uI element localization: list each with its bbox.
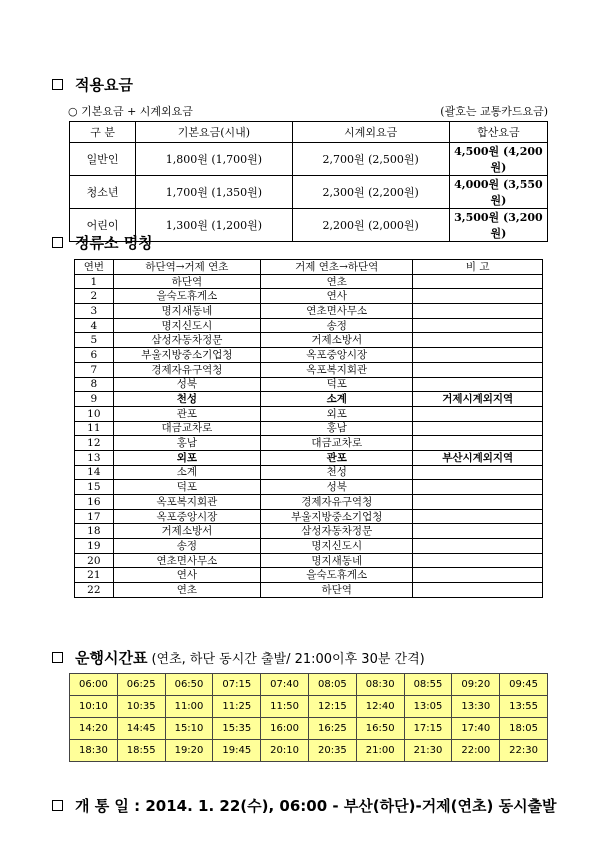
stops-cell: 부울지방중소기업청 [261,509,413,524]
stops-cell: 관포 [113,406,260,421]
stops-cell: 13 [75,450,114,465]
timetable-cell: 19:45 [213,740,261,762]
stops-cell [413,274,543,289]
timetable-cell: 06:00 [70,674,118,696]
stops-cell: 성북 [261,480,413,495]
timetable-cell: 07:40 [261,674,309,696]
stops-cell: 거제시계외지역 [413,392,543,407]
timetable-section-heading [52,647,425,668]
stops-cell: 삼성자동차정문 [113,333,260,348]
timetable-cell: 15:10 [165,718,213,740]
stops-cell: 11 [75,421,114,436]
stops-cell [413,495,543,510]
stops-row [75,362,543,377]
stops-cell: 연초 [261,274,413,289]
stops-cell [413,377,543,392]
stops-row [75,406,543,421]
stops-cell: 12 [75,436,114,451]
timetable-subtitle: (연초, 하단 동시간 출발/ 21:00이후 30분 간격) [151,652,425,667]
stops-cell: 거제소방서 [113,524,260,539]
fare-cell: 4,500원 (4,200원) [449,143,547,176]
stops-cell [413,480,543,495]
stops-cell: 홍남 [261,421,413,436]
timetable-cell: 06:25 [117,674,165,696]
timetable-cell: 11:00 [165,696,213,718]
opening-line [52,795,557,816]
stops-cell: 19 [75,539,114,554]
timetable-cell: 08:30 [356,674,404,696]
stops-cell: 외포 [113,450,260,465]
stops-cell [413,436,543,451]
stops-cell: 연사 [261,289,413,304]
fare-cell: 2,700원 (2,500원) [292,143,449,176]
stops-cell: 부울지방중소기업청 [113,348,260,363]
stops-cell: 옥포중앙시장 [113,509,260,524]
stops-cell [413,304,543,319]
checkbox-square-icon [52,79,63,90]
fare-row [70,176,548,209]
stops-cell: 소계 [113,465,260,480]
fare-header-cell: 합산요금 [449,122,547,143]
stops-cell [413,289,543,304]
timetable-cell: 13:05 [404,696,452,718]
stops-cell: 21 [75,568,114,583]
stops-section-heading [52,232,153,253]
fare-cell: 1,300원 (1,200원) [136,209,292,242]
stops-row [75,377,543,392]
fare-cell: 4,000원 (3,550원) [449,176,547,209]
stops-cell: 명지신도시 [113,318,260,333]
stops-cell: 옥포복지회관 [113,495,260,510]
stops-cell [413,568,543,583]
stops-cell: 덕포 [261,377,413,392]
stops-cell: 17 [75,509,114,524]
stops-cell: 관포 [261,450,413,465]
timetable-cell: 19:20 [165,740,213,762]
timetable-row [70,718,548,740]
stops-cell: 경제자유구역청 [261,495,413,510]
stops-row [75,568,543,583]
fare-cell: 1,700원 (1,350원) [136,176,292,209]
stops-cell: 7 [75,362,114,377]
stops-cell: 14 [75,465,114,480]
timetable-cell: 21:30 [404,740,452,762]
stops-row [75,524,543,539]
stops-table [74,259,543,598]
stops-cell [413,406,543,421]
stops-cell: 연사 [113,568,260,583]
stops-cell: 천성 [261,465,413,480]
stops-cell: 1 [75,274,114,289]
fare-cell: 2,200원 (2,000원) [292,209,449,242]
fare-cell: 1,800원 (1,700원) [136,143,292,176]
stops-cell: 명지새동네 [113,304,260,319]
stops-cell: 하단역 [261,583,413,598]
stops-row [75,553,543,568]
timetable-cell: 11:50 [261,696,309,718]
timetable-cell: 18:30 [70,740,118,762]
timetable-cell: 22:30 [500,740,548,762]
timetable-table [69,673,548,762]
timetable-cell: 17:15 [404,718,452,740]
stops-row [75,465,543,480]
timetable-cell: 13:55 [500,696,548,718]
fare-cell: 일반인 [70,143,136,176]
stops-cell: 15 [75,480,114,495]
timetable-cell: 10:35 [117,696,165,718]
stops-cell [413,553,543,568]
stops-row [75,318,543,333]
timetable-cell: 09:45 [500,674,548,696]
stops-cell [413,421,543,436]
stops-cell: 거제소방서 [261,333,413,348]
fare-cell: 어린이 [70,209,136,242]
timetable-cell: 12:15 [308,696,356,718]
timetable-cell: 15:35 [213,718,261,740]
stops-cell: 옥포중앙시장 [261,348,413,363]
stops-cell: 천성 [113,392,260,407]
stops-cell: 명지신도시 [261,539,413,554]
checkbox-square-icon [52,237,63,248]
stops-cell: 2 [75,289,114,304]
stops-cell: 송정 [261,318,413,333]
timetable-cell: 18:05 [500,718,548,740]
stops-cell: 9 [75,392,114,407]
stops-cell: 하단역 [113,274,260,289]
checkbox-square-icon [52,800,63,811]
stops-cell: 옥포복지회관 [261,362,413,377]
fare-header-cell: 시계외요금 [292,122,449,143]
stops-cell [413,509,543,524]
stops-cell [413,524,543,539]
stops-cell: 부산시계외지역 [413,450,543,465]
timetable-cell: 20:35 [308,740,356,762]
stops-cell [413,362,543,377]
timetable-cell: 16:25 [308,718,356,740]
stops-cell [413,539,543,554]
stops-cell: 연초 [113,583,260,598]
timetable-cell: 06:50 [165,674,213,696]
stops-cell: 경제자유구역청 [113,362,260,377]
stops-cell: 을숙도휴게소 [113,289,260,304]
stops-row [75,480,543,495]
timetable-row [70,696,548,718]
stops-cell: 소계 [261,392,413,407]
stops-row [75,421,543,436]
stops-row [75,539,543,554]
stops-header-cell: 비 고 [413,260,543,275]
fare-subtitle-right: (괄호는 교통카드요금) [440,105,548,118]
stops-table-header [75,260,543,275]
stops-cell: 연초면사무소 [261,304,413,319]
stops-header-cell: 거제 연초→하단역 [261,260,413,275]
stops-cell [413,465,543,480]
stops-cell: 16 [75,495,114,510]
timetable-row [70,674,548,696]
fare-cell: 청소년 [70,176,136,209]
stops-row [75,450,543,465]
stops-row [75,392,543,407]
timetable-cell: 08:55 [404,674,452,696]
stops-cell: 8 [75,377,114,392]
stops-section-title: 정류소 명칭 [75,234,153,252]
timetable-cell: 09:20 [452,674,500,696]
stops-cell [413,318,543,333]
timetable-cell: 14:45 [117,718,165,740]
timetable-cell: 18:55 [117,740,165,762]
fare-table-header [70,122,548,143]
timetable-cell: 16:50 [356,718,404,740]
stops-cell: 18 [75,524,114,539]
stops-cell: 송정 [113,539,260,554]
fare-subtitle-left: ○ 기본요금 + 시계외요금 [68,105,193,118]
checkbox-square-icon [52,652,63,663]
timetable-cell: 22:00 [452,740,500,762]
fare-subtitle-line [68,103,548,119]
timetable-section-title: 운행시간표 [75,649,148,667]
stops-cell: 연초면사무소 [113,553,260,568]
timetable-cell: 13:30 [452,696,500,718]
stops-header-cell: 하단역→거제 연초 [113,260,260,275]
stops-cell: 6 [75,348,114,363]
timetable-cell: 08:05 [308,674,356,696]
stops-row [75,495,543,510]
stops-cell: 5 [75,333,114,348]
timetable-cell: 21:00 [356,740,404,762]
stops-cell: 3 [75,304,114,319]
stops-cell: 덕포 [113,480,260,495]
timetable-cell: 17:40 [452,718,500,740]
fare-section-title: 적용요금 [75,76,133,94]
stops-cell: 20 [75,553,114,568]
timetable-row [70,740,548,762]
stops-cell: 4 [75,318,114,333]
fare-header-cell: 구 분 [70,122,136,143]
stops-cell: 대금교차로 [113,421,260,436]
fare-row [70,143,548,176]
timetable-cell: 10:10 [70,696,118,718]
fare-header-cell: 기본요금(시내) [136,122,292,143]
stops-cell [413,333,543,348]
fare-cell: 2,300원 (2,200원) [292,176,449,209]
stops-cell: 홍남 [113,436,260,451]
timetable-cell: 14:20 [70,718,118,740]
stops-cell: 대금교차로 [261,436,413,451]
stops-row [75,583,543,598]
stops-cell: 22 [75,583,114,598]
stops-cell: 10 [75,406,114,421]
timetable-cell: 07:15 [213,674,261,696]
fare-table [69,121,548,242]
timetable-cell: 20:10 [261,740,309,762]
stops-row [75,348,543,363]
stops-row [75,304,543,319]
stops-header-cell: 연번 [75,260,114,275]
fare-section-heading [52,74,133,95]
stops-cell: 을숙도휴게소 [261,568,413,583]
stops-cell: 명지새동네 [261,553,413,568]
stops-cell: 성북 [113,377,260,392]
fare-cell: 3,500원 (3,200원) [449,209,547,242]
stops-cell [413,348,543,363]
stops-row [75,274,543,289]
timetable-cell: 16:00 [261,718,309,740]
stops-row [75,436,543,451]
stops-cell [413,583,543,598]
stops-cell: 삼성자동차정문 [261,524,413,539]
stops-row [75,509,543,524]
opening-text: 개 통 일 : 2014. 1. 22(수), 06:00 - 부산(하단)-거제(연초) 동시출발 [75,797,557,815]
timetable-cell: 11:25 [213,696,261,718]
stops-row [75,333,543,348]
timetable-cell: 12:40 [356,696,404,718]
stops-row [75,289,543,304]
stops-cell: 외포 [261,406,413,421]
